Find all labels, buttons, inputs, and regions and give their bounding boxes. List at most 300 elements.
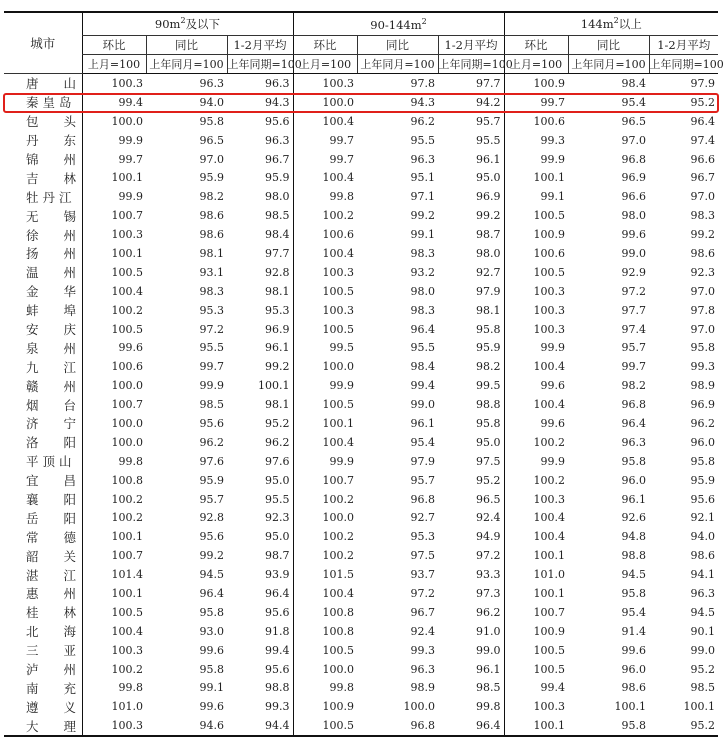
value-cell: 97.7 — [265, 246, 290, 260]
table-row — [4, 395, 718, 414]
table-row — [4, 357, 718, 376]
metric-header-mom: 环比 — [82, 36, 146, 55]
value-cell: 97.0 — [199, 152, 224, 166]
value-cell: 100.0 — [293, 660, 357, 679]
value-cell: 92.9 — [621, 265, 646, 279]
value-cell: 95.2 — [690, 662, 715, 676]
value-cell: 99.7 — [621, 360, 646, 374]
table-row — [4, 206, 718, 225]
table-body — [4, 74, 718, 737]
city-name: 大 理 — [4, 716, 82, 736]
value-cell: 99.4 — [504, 679, 568, 698]
city-name: 赣 州 — [26, 378, 77, 394]
value-cell: 95.7 — [476, 114, 501, 128]
value-cell: 100.4 — [293, 584, 357, 603]
value-cell: 99.9 — [82, 131, 146, 150]
table-row — [4, 603, 718, 622]
value-cell: 99.5 — [476, 379, 501, 393]
value-cell: 100.2 — [82, 508, 146, 527]
metric-header-yoy: 同比 — [568, 36, 649, 55]
value-cell: 98.0 — [621, 209, 646, 223]
value-cell: 92.4 — [410, 624, 435, 638]
value-cell: 100.3 — [82, 641, 146, 660]
value-cell: 100.4 — [504, 357, 568, 376]
value-cell: 101.0 — [504, 565, 568, 584]
value-cell: 100.4 — [293, 112, 357, 131]
city-name: 丹 东 — [26, 133, 77, 149]
value-cell: 95.4 — [410, 435, 435, 449]
value-cell: 95.5 — [476, 133, 501, 147]
value-cell: 100.1 — [504, 716, 568, 736]
city-name: 徐 州 — [26, 227, 77, 243]
value-cell: 98.6 — [621, 681, 646, 695]
value-cell: 98.9 — [410, 681, 435, 695]
value-cell: 95.9 — [690, 473, 715, 487]
table-header — [4, 12, 724, 74]
value-cell: 99.1 — [199, 681, 224, 695]
city-column-header: 城市 — [4, 12, 82, 74]
value-cell: 97.5 — [410, 549, 435, 563]
value-cell: 95.8 — [690, 341, 715, 355]
value-cell: 100.5 — [293, 395, 357, 414]
value-cell: 97.0 — [690, 322, 715, 336]
city-name: 泉 州 — [26, 340, 77, 356]
value-cell: 97.6 — [265, 454, 290, 468]
value-cell: 98.6 — [199, 209, 224, 223]
base-header-yoy: 上年同月=100 — [568, 55, 649, 74]
value-cell: 100.7 — [82, 546, 146, 565]
value-cell: 99.3 — [504, 131, 568, 150]
value-cell: 100.1 — [82, 244, 146, 263]
value-cell: 98.8 — [476, 398, 501, 412]
value-cell: 95.8 — [621, 586, 646, 600]
value-cell: 100.4 — [82, 622, 146, 641]
value-cell: 99.6 — [504, 414, 568, 433]
value-cell: 96.8 — [357, 716, 438, 736]
value-cell: 98.8 — [621, 549, 646, 563]
value-cell: 92.7 — [410, 511, 435, 525]
value-cell: 95.6 — [265, 662, 290, 676]
value-cell: 95.2 — [476, 473, 501, 487]
value-cell: 96.5 — [476, 492, 501, 506]
value-cell: 98.4 — [410, 360, 435, 374]
value-cell: 99.4 — [265, 643, 290, 657]
value-cell: 92.7 — [476, 265, 501, 279]
value-cell: 97.4 — [690, 133, 715, 147]
value-cell: 96.2 — [265, 435, 290, 449]
value-cell: 95.7 — [410, 473, 435, 487]
value-cell: 100.2 — [293, 490, 357, 509]
value-cell: 94.5 — [199, 568, 224, 582]
table-row — [4, 338, 718, 357]
value-cell: 96.7 — [410, 605, 435, 619]
value-cell: 92.8 — [199, 511, 224, 525]
value-cell: 100.5 — [504, 641, 568, 660]
table-row — [4, 187, 718, 206]
value-cell: 100.3 — [82, 716, 146, 736]
value-cell: 100.9 — [504, 74, 568, 93]
value-cell: 95.8 — [476, 322, 501, 336]
group-header-medium: $90-144m^2$ — [293, 12, 504, 36]
city-name: 烟 台 — [26, 397, 77, 413]
city-name: 唐 山 — [26, 76, 77, 92]
value-cell: 96.7 — [690, 171, 715, 185]
group-header-large: $144m^2$以上 — [504, 12, 718, 36]
value-cell: 100.5 — [504, 206, 568, 225]
table-row — [4, 527, 718, 546]
city-name: 九 江 — [26, 359, 77, 375]
value-cell: 98.9 — [690, 379, 715, 393]
value-cell: 96.4 — [265, 586, 290, 600]
value-cell: 100.6 — [504, 112, 568, 131]
city-name: 平 顶 山 — [26, 454, 72, 470]
value-cell: 99.5 — [293, 338, 357, 357]
value-cell: 96.4 — [690, 114, 715, 128]
value-cell: 99.7 — [82, 150, 146, 169]
value-cell: 100.9 — [504, 622, 568, 641]
value-cell: 99.2 — [410, 209, 435, 223]
value-cell: 94.3 — [410, 95, 435, 109]
value-cell: 99.6 — [621, 643, 646, 657]
value-cell: 92.3 — [265, 511, 290, 525]
value-cell: 95.5 — [265, 492, 290, 506]
value-cell: 91.8 — [265, 624, 290, 638]
city-name: 秦 皇 岛 — [26, 95, 72, 111]
value-cell: 95.6 — [199, 416, 224, 430]
value-cell: 95.8 — [199, 605, 224, 619]
value-cell: 98.5 — [265, 209, 290, 223]
value-cell: 96.0 — [621, 473, 646, 487]
value-cell: 98.3 — [410, 246, 435, 260]
value-cell: 96.6 — [621, 190, 646, 204]
value-cell: 95.4 — [621, 605, 646, 619]
value-cell: 98.0 — [265, 190, 290, 204]
city-name: 锦 州 — [26, 152, 77, 167]
value-cell: 96.3 — [621, 435, 646, 449]
value-cell: 100.0 — [403, 700, 435, 714]
value-cell: 100.3 — [504, 490, 568, 509]
value-cell: 96.1 — [621, 492, 646, 506]
value-cell: 100.0 — [82, 112, 146, 131]
value-cell: 100.1 — [504, 168, 568, 187]
value-cell: 94.8 — [621, 530, 646, 544]
value-cell: 97.9 — [476, 284, 501, 298]
value-cell: 95.8 — [476, 416, 501, 430]
table-row — [4, 131, 718, 150]
table-row — [4, 150, 718, 169]
value-cell: 95.8 — [199, 662, 224, 676]
table-row — [4, 168, 718, 187]
value-cell: 100.3 — [82, 225, 146, 244]
value-cell: 97.1 — [410, 190, 435, 204]
value-cell: 100.1 — [82, 527, 146, 546]
metric-header-yoy: 同比 — [146, 36, 227, 55]
value-cell: 98.5 — [690, 681, 715, 695]
value-cell: 99.9 — [504, 452, 568, 471]
value-cell: 97.9 — [410, 454, 435, 468]
value-cell: 97.4 — [621, 322, 646, 336]
value-cell: 100.1 — [504, 546, 568, 565]
table-row — [4, 263, 718, 282]
table-row — [4, 112, 718, 131]
base-header-mom: 上月=100 — [82, 55, 146, 74]
value-cell: 95.6 — [690, 492, 715, 506]
table-row — [4, 414, 718, 433]
city-name: 洛 阳 — [26, 435, 77, 451]
value-cell: 97.0 — [690, 190, 715, 204]
value-cell: 100.5 — [293, 641, 357, 660]
value-cell: 100.8 — [82, 471, 146, 490]
value-cell: 98.3 — [690, 209, 715, 223]
table-row — [4, 74, 718, 93]
metric-header-mom: 环比 — [293, 36, 357, 55]
value-cell: 100.3 — [293, 263, 357, 282]
value-cell: 99.9 — [504, 150, 568, 169]
value-cell: 100.4 — [293, 168, 357, 187]
value-cell: 100.8 — [293, 603, 357, 622]
value-cell: 95.3 — [199, 303, 224, 317]
value-cell: 94.5 — [690, 605, 715, 619]
value-cell: 94.3 — [265, 95, 290, 109]
table-row — [4, 716, 718, 736]
value-cell: 99.9 — [504, 338, 568, 357]
value-cell: 99.7 — [293, 150, 357, 169]
value-cell: 96.3 — [199, 76, 224, 90]
value-cell: 92.1 — [690, 511, 715, 525]
table-row — [4, 679, 718, 698]
value-cell: 99.6 — [199, 643, 224, 657]
value-cell: 95.3 — [265, 303, 290, 317]
value-cell: 99.6 — [504, 376, 568, 395]
city-name: 无 锡 — [26, 208, 77, 224]
value-cell: 98.0 — [476, 246, 501, 260]
metric-header-mom: 环比 — [504, 36, 568, 55]
value-cell: 96.2 — [410, 114, 435, 128]
value-cell: 96.9 — [476, 190, 501, 204]
value-cell: 100.9 — [293, 697, 357, 716]
table-row — [4, 584, 718, 603]
value-cell: 100.0 — [293, 357, 357, 376]
value-cell: 99.6 — [82, 338, 146, 357]
value-cell: 100.0 — [293, 508, 357, 527]
value-cell: 99.4 — [82, 93, 146, 112]
value-cell: 96.3 — [265, 133, 290, 147]
table-row — [4, 244, 718, 263]
value-cell: 99.0 — [410, 398, 435, 412]
value-cell: 100.7 — [504, 603, 568, 622]
value-cell: 99.6 — [199, 700, 224, 714]
city-name: 韶 关 — [26, 548, 77, 564]
value-cell: 99.9 — [293, 452, 357, 471]
value-cell: 98.4 — [265, 228, 290, 242]
value-cell: 99.4 — [410, 379, 435, 393]
value-cell: 94.0 — [199, 95, 224, 109]
table-row — [4, 225, 718, 244]
table-row — [4, 93, 718, 112]
value-cell: 96.1 — [476, 662, 501, 676]
value-cell: 95.6 — [199, 530, 224, 544]
value-cell: 99.7 — [293, 131, 357, 150]
value-cell: 96.3 — [410, 662, 435, 676]
value-cell: 99.9 — [82, 187, 146, 206]
value-cell: 98.5 — [476, 681, 501, 695]
value-cell: 92.4 — [476, 511, 501, 525]
value-cell: 100.8 — [293, 622, 357, 641]
value-cell: 99.0 — [621, 246, 646, 260]
value-cell: 96.4 — [621, 416, 646, 430]
value-cell: 99.0 — [476, 643, 501, 657]
value-cell: 99.6 — [621, 228, 646, 242]
value-cell: 94.2 — [476, 95, 501, 109]
value-cell: 97.3 — [476, 586, 501, 600]
base-header-yoy: 上年同月=100 — [146, 55, 227, 74]
value-cell: 96.6 — [690, 152, 715, 166]
value-cell: 97.2 — [621, 284, 646, 298]
value-cell: 98.2 — [476, 360, 501, 374]
value-cell: 91.0 — [476, 624, 501, 638]
value-cell: 100.2 — [293, 206, 357, 225]
value-cell: 97.7 — [476, 76, 501, 90]
value-cell: 95.4 — [621, 95, 646, 109]
value-cell: 100.5 — [504, 660, 568, 679]
value-cell: 93.1 — [199, 265, 224, 279]
value-cell: 99.3 — [410, 643, 435, 657]
value-cell: 96.9 — [621, 171, 646, 185]
value-cell: 98.6 — [690, 246, 715, 260]
city-name: 湛 江 — [26, 567, 77, 583]
city-name: 北 海 — [26, 624, 77, 640]
city-name: 蚌 埠 — [26, 303, 77, 319]
value-cell: 95.7 — [199, 492, 224, 506]
value-cell: 100.0 — [293, 93, 357, 112]
value-cell: 100.6 — [82, 357, 146, 376]
value-cell: 99.3 — [690, 360, 715, 374]
value-cell: 95.3 — [410, 530, 435, 544]
value-cell: 99.2 — [199, 549, 224, 563]
value-cell: 100.2 — [293, 546, 357, 565]
value-cell: 96.4 — [438, 716, 504, 736]
table-row — [4, 660, 718, 679]
value-cell: 93.2 — [410, 265, 435, 279]
value-cell: 97.8 — [410, 76, 435, 90]
value-cell: 93.0 — [199, 624, 224, 638]
base-header-avg: 上年同期=100 — [438, 55, 504, 74]
value-cell: 100.2 — [82, 660, 146, 679]
value-cell: 96.8 — [410, 492, 435, 506]
city-name: 牡 丹 江 — [26, 189, 72, 205]
value-cell: 100.4 — [504, 527, 568, 546]
metric-header-yoy: 同比 — [357, 36, 438, 55]
value-cell: 96.7 — [265, 152, 290, 166]
value-cell: 95.2 — [690, 95, 715, 109]
value-cell: 96.3 — [410, 152, 435, 166]
city-name: 济 宁 — [26, 416, 77, 432]
value-cell: 98.6 — [199, 228, 224, 242]
value-cell: 98.2 — [621, 379, 646, 393]
value-cell: 95.6 — [265, 114, 290, 128]
value-cell: 99.8 — [476, 700, 501, 714]
value-cell: 95.0 — [476, 171, 501, 185]
value-cell: 90.1 — [690, 624, 715, 638]
value-cell: 99.8 — [82, 452, 146, 471]
value-cell: 94.9 — [476, 530, 501, 544]
value-cell: 100.3 — [504, 320, 568, 339]
value-cell: 100.5 — [82, 320, 146, 339]
value-cell: 95.0 — [476, 435, 501, 449]
value-cell: 93.7 — [410, 568, 435, 582]
value-cell: 99.3 — [265, 700, 290, 714]
value-cell: 100.4 — [82, 282, 146, 301]
value-cell: 98.7 — [265, 549, 290, 563]
value-cell: 95.8 — [621, 454, 646, 468]
value-cell: 99.8 — [293, 679, 357, 698]
table-row — [4, 376, 718, 395]
value-cell: 97.6 — [199, 454, 224, 468]
value-cell: 100.2 — [504, 433, 568, 452]
table-row — [4, 546, 718, 565]
value-cell: 93.9 — [265, 568, 290, 582]
city-name: 桂 林 — [26, 605, 77, 621]
value-cell: 99.1 — [410, 228, 435, 242]
value-cell: 98.1 — [476, 303, 501, 317]
value-cell: 98.7 — [476, 228, 501, 242]
value-cell: 96.4 — [199, 586, 224, 600]
table-row — [4, 622, 718, 641]
value-cell: 99.2 — [265, 360, 290, 374]
value-cell: 94.1 — [690, 568, 715, 582]
value-cell: 96.2 — [476, 605, 501, 619]
value-cell: 96.5 — [621, 114, 646, 128]
value-cell: 100.4 — [293, 433, 357, 452]
value-cell: 95.0 — [265, 473, 290, 487]
value-cell: 100.9 — [504, 225, 568, 244]
value-cell: 100.3 — [82, 74, 146, 93]
city-name: 扬 州 — [26, 246, 77, 262]
value-cell: 95.9 — [476, 341, 501, 355]
value-cell: 96.3 — [690, 586, 715, 600]
value-cell: 96.9 — [265, 322, 290, 336]
value-cell: 101.0 — [82, 697, 146, 716]
value-cell: 96.4 — [410, 322, 435, 336]
value-cell: 99.8 — [82, 679, 146, 698]
value-cell: 96.5 — [199, 133, 224, 147]
value-cell: 95.6 — [265, 605, 290, 619]
value-cell: 95.8 — [690, 454, 715, 468]
city-name: 安 庆 — [26, 322, 77, 338]
value-cell: 98.1 — [199, 246, 224, 260]
table-row — [4, 641, 718, 660]
value-cell: 96.2 — [690, 416, 715, 430]
value-cell: 95.8 — [568, 716, 649, 736]
value-cell: 95.7 — [621, 341, 646, 355]
table-row — [4, 471, 718, 490]
value-cell: 95.9 — [199, 171, 224, 185]
base-header-avg: 上年同期=100 — [649, 55, 718, 74]
value-cell: 95.1 — [410, 171, 435, 185]
value-cell: 98.2 — [199, 190, 224, 204]
value-cell: 100.0 — [82, 414, 146, 433]
value-cell: 97.2 — [476, 549, 501, 563]
value-cell: 99.0 — [690, 643, 715, 657]
value-cell: 99.7 — [199, 360, 224, 374]
table-row — [4, 301, 718, 320]
value-cell: 95.2 — [649, 716, 718, 736]
value-cell: 94.4 — [227, 716, 293, 736]
value-cell: 95.5 — [199, 341, 224, 355]
value-cell: 97.8 — [690, 303, 715, 317]
value-cell: 99.9 — [199, 379, 224, 393]
value-cell: 98.6 — [690, 549, 715, 563]
